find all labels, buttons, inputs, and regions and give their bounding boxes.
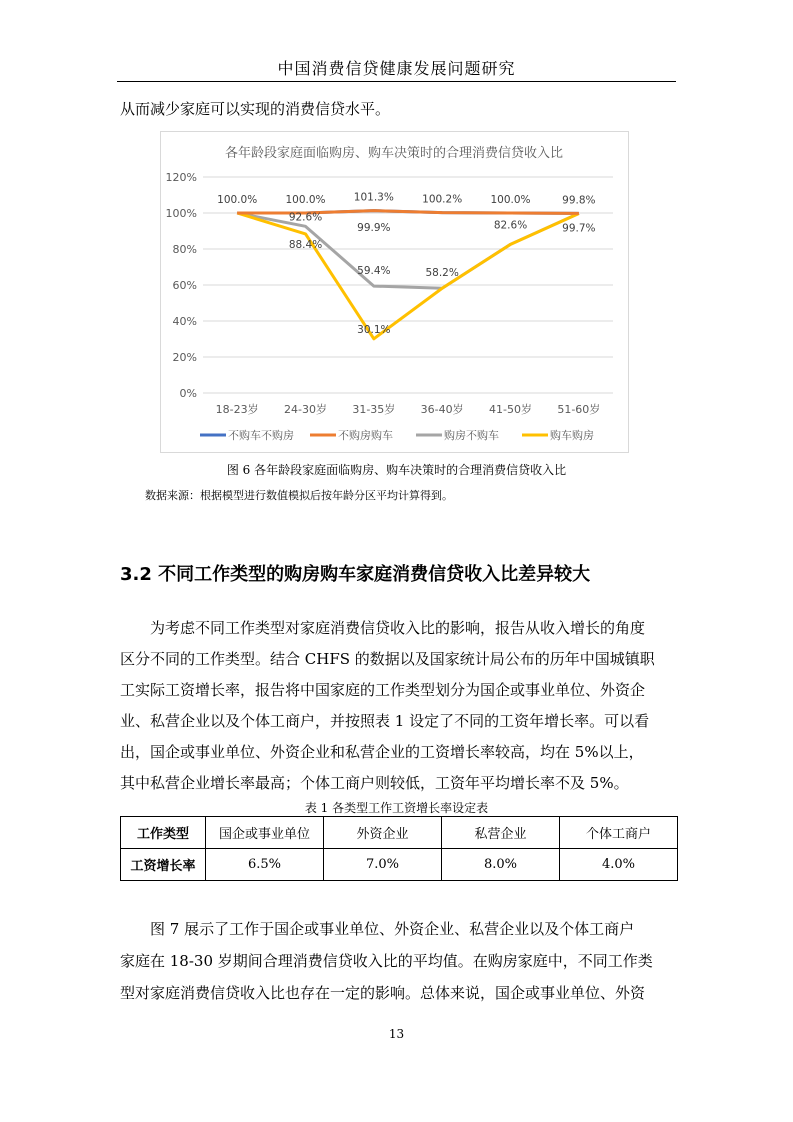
- figure-caption: 图 6 各年龄段家庭面临购房、购车决策时的合理消费信贷收入比: [226, 463, 567, 477]
- chart-gridlines: [203, 177, 613, 393]
- chart-data-label: 82.6%: [493, 219, 528, 232]
- table-cell: 国企或事业单位: [206, 817, 324, 849]
- chart-data-label: 99.9%: [357, 222, 391, 234]
- body-line: 其中私营企业增长率最高；个体工商户则较低，工资年平均增长率不及 5%。: [120, 774, 629, 792]
- table-cell: 4.0%: [560, 849, 678, 881]
- chart-y-tick-label: 100%: [165, 207, 197, 220]
- body-line: 业、私营企业以及个体工商户，并按照表 1 设定了不同的工资年增长率。可以看: [120, 712, 650, 730]
- chart-x-tick-labels: [216, 402, 601, 416]
- chart-data-label: 101.3%: [353, 191, 394, 204]
- chart-data-label: 100.0%: [490, 194, 531, 206]
- table-cell: 7.0%: [324, 849, 442, 881]
- chart-y-tick-label: 120%: [165, 171, 197, 184]
- body-line: 区分不同的工作类型。结合 CHFS 的数据以及国家统计局公布的历年中国城镇职: [120, 650, 655, 668]
- table-cell: 工作类型: [121, 817, 206, 849]
- chart-data-label: 92.6%: [288, 211, 323, 224]
- table-cell: 6.5%: [206, 849, 324, 881]
- legend-label: 不购车不购房: [228, 429, 294, 442]
- body-line: 工实际工资增长率，报告将中国家庭的工作类型划分为国企或事业单位、外资企: [120, 681, 646, 699]
- table-header-row: [121, 817, 678, 849]
- chart-data-label: 99.8%: [562, 194, 596, 207]
- chart-series-line: [237, 213, 579, 339]
- page-number: 13: [388, 1027, 405, 1041]
- chart-y-tick-label: 0%: [179, 387, 197, 400]
- running-header: 中国消费信贷健康发展问题研究: [277, 59, 516, 78]
- header-rule: [117, 81, 676, 82]
- section-heading: 3.2 不同工作类型的购房购车家庭消费信贷收入比差异较大: [120, 564, 591, 585]
- table-cell: 外资企业: [324, 817, 442, 849]
- chart-x-tick-label: 51-60岁: [557, 403, 601, 416]
- chart-data-label: 100.0%: [285, 194, 326, 206]
- body-line: 为考虑不同工作类型对家庭消费信贷收入比的影响，报告从收入增长的角度: [150, 619, 646, 637]
- chart-y-tick-label: 20%: [172, 351, 197, 364]
- table-cell: 工资增长率: [121, 849, 206, 881]
- table-row: [121, 849, 678, 881]
- chart-data-label: 88.4%: [288, 238, 323, 251]
- chart-x-tick-label: 36-40岁: [420, 403, 464, 416]
- table-cell: 8.0%: [442, 849, 560, 881]
- chart-data-label: 100.0%: [217, 194, 258, 206]
- legend-label: 购车购房: [550, 429, 594, 442]
- body-line: 图 7 展示了工作于国企或事业单位、外资企业、私营企业以及个体工商户: [150, 920, 635, 938]
- body-line: 出，国企或事业单位、外资企业和私营企业的工资增长率较高，均在 5%以上，: [120, 743, 644, 761]
- legend-label: 购房不购车: [444, 429, 499, 442]
- chart-data-label: 30.1%: [357, 323, 391, 336]
- wage-growth-table: [120, 816, 678, 881]
- table-cell: 私营企业: [442, 817, 560, 849]
- chart-data-label: 59.4%: [357, 265, 391, 278]
- chart-x-tick-label: 41-50岁: [489, 403, 532, 416]
- body-line: 家庭在 18-30 岁期间合理消费信贷收入比的平均值。在购房家庭中，不同工作类: [120, 952, 653, 970]
- chart-data-label: 99.7%: [562, 222, 596, 235]
- chart-y-tick-labels: [166, 171, 197, 400]
- chart-x-tick-label: 18-23岁: [215, 403, 259, 416]
- chart-legend: [200, 428, 594, 442]
- legend-label: 不购房购车: [338, 429, 393, 442]
- chart-series-lines: [237, 211, 579, 339]
- chart-data-label: 100.2%: [422, 193, 463, 206]
- chart-y-tick-label: 80%: [172, 243, 197, 256]
- figure-source-note: 数据来源：根据模型进行数值模拟后按年龄分区平均计算得到。: [145, 489, 453, 502]
- chart-data-label: 58.2%: [425, 267, 459, 280]
- body-line: 型对家庭消费信贷收入比也存在一定的影响。总体来说，国企或事业单位、外资: [120, 984, 646, 1002]
- table-caption: 表 1 各类型工作工资增长率设定表: [304, 801, 489, 815]
- chart-y-tick-label: 40%: [172, 315, 197, 328]
- table-cell: 个体工商户: [560, 817, 678, 849]
- intro-paragraph-line: 从而减少家庭可以实现的消费信贷水平。: [120, 100, 391, 118]
- chart-x-tick-label: 24-30岁: [284, 403, 327, 416]
- line-chart: [160, 131, 629, 453]
- chart-x-tick-label: 31-35岁: [352, 403, 396, 416]
- chart-y-tick-label: 60%: [172, 279, 197, 292]
- chart-title: 各年龄段家庭面临购房、购车决策时的合理消费信贷收入比: [224, 146, 564, 161]
